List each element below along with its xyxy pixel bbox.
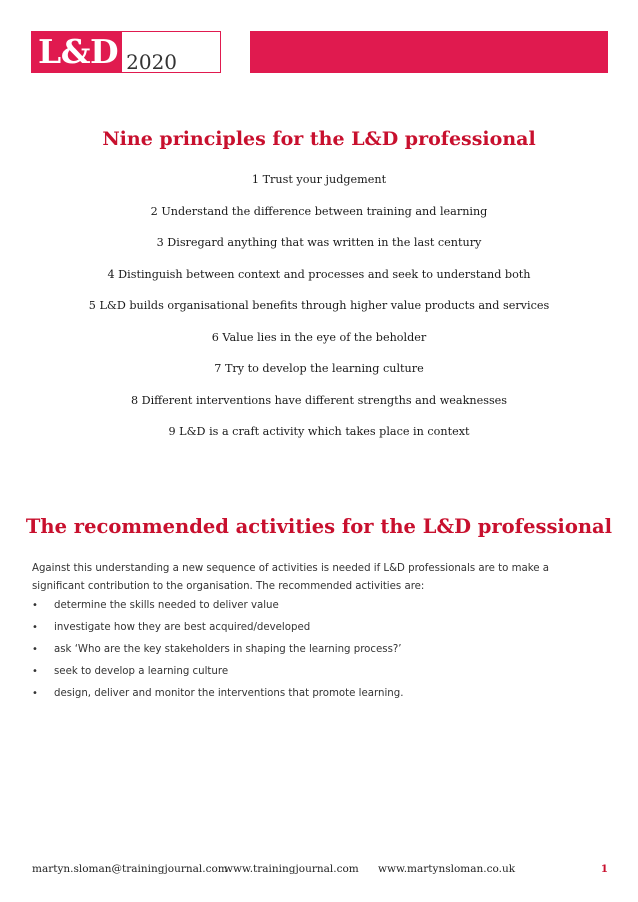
principle-item: 9 L&D is a craft activity which takes place in context	[168, 425, 470, 438]
footer-email-link[interactable]: martyn.sloman@trainingjournal.com	[32, 863, 228, 875]
activity-item	[32, 685, 403, 707]
activities-list	[32, 597, 403, 707]
activity-text: seek to develop a learning culture	[54, 666, 229, 677]
logo-main-text: L&D	[32, 32, 122, 72]
footer-website-link[interactable]: www.trainingjournal.com	[224, 863, 359, 875]
activity-text: investigate how they are best acquired/developed	[54, 622, 311, 633]
bullet-icon: •	[32, 644, 38, 655]
activity-item	[32, 619, 403, 641]
principle-item: 1 Trust your judgement	[251, 173, 387, 186]
principle-item: 6 Value lies in the eye of the beholder	[211, 330, 427, 344]
principle-item: 2 Understand the difference between training and learning	[150, 204, 488, 218]
principle-item: 5 L&D builds organisational benefits through higher value products and services	[88, 299, 550, 312]
activity-text: design, deliver and monitor the interventions that promote learning.	[54, 688, 404, 699]
header-banner-bar	[250, 31, 608, 73]
activity-item	[32, 597, 403, 619]
bullet-icon: •	[32, 622, 38, 633]
principle-item: 4 Distinguish between context and processes and seek to understand both	[107, 267, 531, 281]
bullet-icon: •	[32, 666, 38, 677]
activity-text: ask ‘Who are the key stakeholders in shaping the learning process?’	[54, 644, 402, 655]
logo	[31, 31, 221, 73]
principles-list	[0, 171, 638, 455]
activity-item	[32, 641, 403, 663]
principle-item: 7 Try to develop the learning culture	[214, 362, 424, 375]
footer-website-link[interactable]: www.martynsloman.co.uk	[378, 863, 516, 875]
bullet-icon: •	[32, 688, 38, 699]
principles-heading: Nine principles for the L&D professional	[102, 128, 536, 150]
activity-text: determine the skills needed to deliver value	[54, 600, 279, 611]
principle-item: 3 Disregard anything that was written in the last century	[156, 236, 482, 249]
activity-item	[32, 663, 403, 685]
page-number: 1	[600, 863, 608, 875]
bullet-icon: •	[32, 600, 38, 611]
logo-year-text: 2020	[126, 50, 178, 74]
activities-intro-paragraph: Against this understanding a new sequence of activities is needed if L&D professionals are to make a significant contribution to the organisation. The recommended activities are:	[32, 563, 550, 592]
principle-item: 8 Different interventions have different strengths and weaknesses	[130, 393, 508, 407]
page-footer	[32, 860, 608, 878]
activities-heading: The recommended activities for the L&D professional	[25, 515, 613, 538]
